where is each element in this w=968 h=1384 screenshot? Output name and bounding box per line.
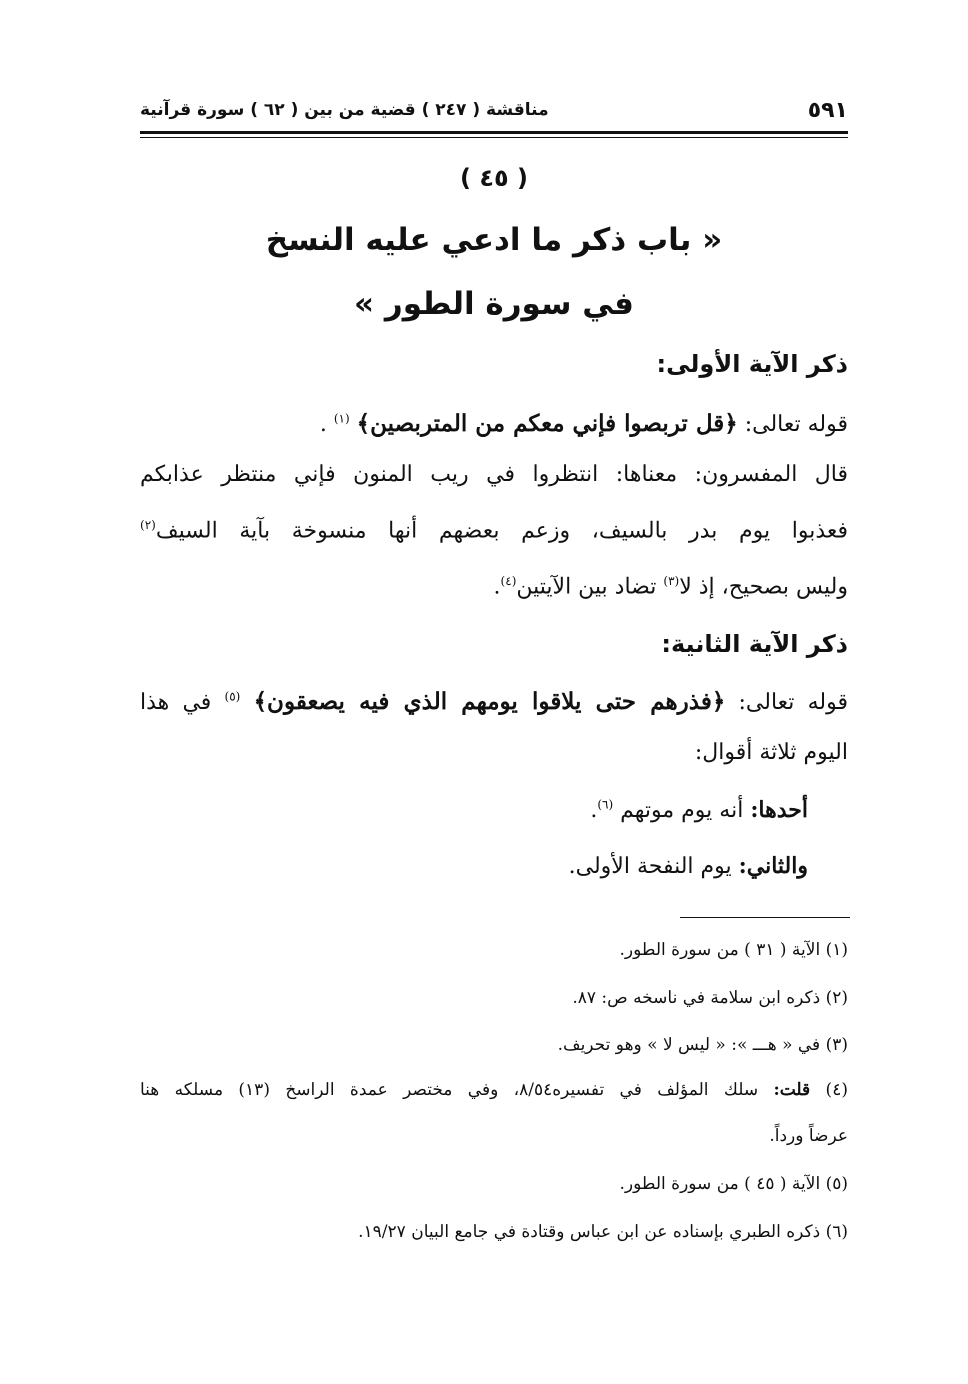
- footnote-ref-1: (١): [333, 411, 350, 426]
- opinion-1: [590, 797, 808, 823]
- header-rule-thin: [140, 137, 848, 138]
- footnote-ref-6: (٦): [597, 797, 614, 812]
- footnote-2: (٢) ذكره ابن سلامة في ناسخه ص: ٨٧.: [572, 988, 848, 1008]
- opinion-2-label: والثاني:: [738, 853, 808, 879]
- paragraph1-line3-a: وليس بصحيح، إذ لا: [679, 574, 848, 600]
- page-header: [140, 92, 848, 128]
- opinion-1-end: .: [590, 798, 598, 823]
- verse2-end: في هذا: [140, 690, 225, 715]
- running-title: مناقشة ( ٢٤٧ ) قضية من بين ( ٦٢ ) سورة قرآنية: [140, 100, 549, 120]
- footnote-ref-5: (٥): [224, 689, 241, 704]
- paragraph2-line2: اليوم ثلاثة أقوال:: [694, 740, 848, 765]
- footnote-ref-2: (٢): [140, 518, 156, 532]
- verse1-text: ﴿قل تربصوا فإني معكم من المتربصين﴾: [356, 410, 738, 437]
- verse2-line: [140, 688, 848, 715]
- verse1-end: .: [319, 412, 327, 437]
- paragraph1-line3-b: تضاد بين الآيتين: [516, 574, 664, 600]
- heading-second-verse: ذكر الآية الثانية:: [661, 630, 848, 658]
- opinion-1-text: أنه يوم موتهم: [613, 798, 751, 823]
- section-title-line1: « باب ذكر ما ادعي عليه النسخ: [265, 222, 723, 258]
- opinion-1-label: أحدها:: [750, 797, 808, 823]
- verse2-text: ﴿فذرهم حتى يلاقوا يومهم الذي فيه يصعقون﴾: [253, 688, 726, 715]
- paragraph1-line1: قال المفسرون: معناها: انتظروا في ريب المنون فإني منتظر عذابكم: [140, 462, 848, 487]
- paragraph1-line2-text: فعذبوا يوم بدر بالسيف، وزعم بعضهم أنها منسوخة بآية السيف: [155, 518, 848, 544]
- footnote-separator: [680, 917, 850, 918]
- paragraph1-line3-c: .: [493, 574, 501, 600]
- opinion-2-text: يوم النفحة الأولى.: [568, 854, 739, 879]
- footnote-4-label: قلت:: [773, 1080, 811, 1100]
- verse2-intro: قوله تعالى:: [738, 690, 848, 715]
- verse1-intro: قوله تعالى:: [744, 412, 848, 437]
- footnote-ref-4: (٤): [500, 574, 517, 588]
- heading-first-verse: ذكر الآية الأولى:: [656, 350, 848, 378]
- footnote-ref-3: (٣): [663, 574, 680, 588]
- footnote-5: (٥) الآية ( ٤٥ ) من سورة الطور.: [619, 1174, 848, 1194]
- footnote-4: [140, 1080, 848, 1100]
- footnote-4-continuation: عرضاً ورداً.: [769, 1126, 848, 1146]
- header-rule-thick: [140, 131, 848, 134]
- section-title-line2: في سورة الطور »: [354, 286, 634, 322]
- paragraph1-line3: [494, 574, 848, 599]
- section-number: ( ٤٥ ): [460, 164, 528, 192]
- footnote-1: (١) الآية ( ٣١ ) من سورة الطور.: [619, 940, 848, 960]
- page-number: ٥٩١: [807, 97, 848, 123]
- verse1-line: [320, 410, 848, 437]
- paragraph1-line2: [140, 518, 848, 543]
- opinion-2: [569, 853, 808, 879]
- footnote-6: (٦) ذكره الطبري بإسناده عن ابن عباس وقتادة في جامع البيان ١٩/٢٧.: [358, 1222, 848, 1242]
- footnote-3: (٣) في « هـــ »: « ليس لا » وهو تحريف.: [557, 1035, 848, 1055]
- footnote-4-number: (٤): [810, 1080, 848, 1100]
- footnote-4-text: سلك المؤلف في تفسيره٨/٥٤، وفي مختصر عمدة الراسخ (١٣) مسلكه هنا: [140, 1080, 774, 1100]
